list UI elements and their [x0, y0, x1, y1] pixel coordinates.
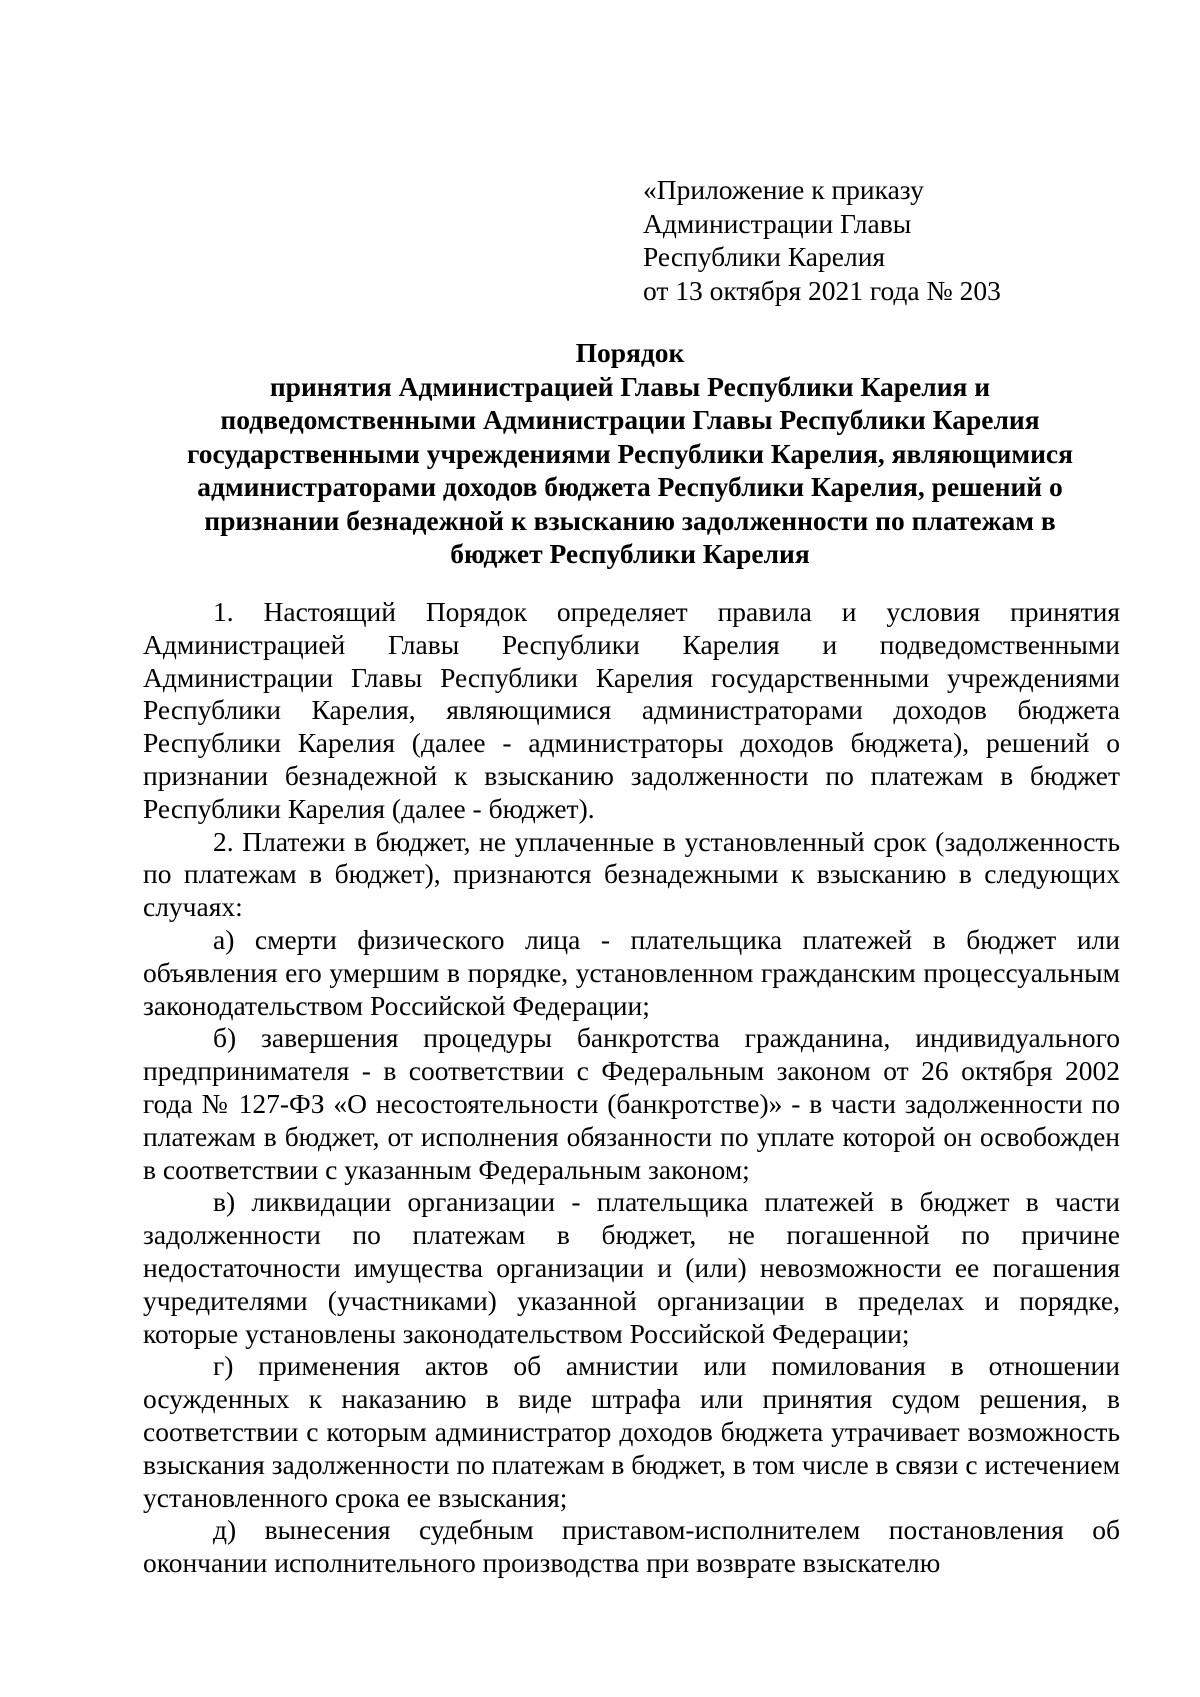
subparagraph-d: д) вынесения судебным приставом-исполнителем постановления об окончании исполнительного производства при возврате взыскателю [143, 1514, 1120, 1579]
appendix-reference [643, 173, 1103, 307]
title-line: государственными учреждениями Республики Карелия, являющимися [186, 437, 1074, 469]
title-line: администраторами доходов бюджета Республики Карелия, решений о [197, 471, 1063, 502]
paragraph-2: 2. Платежи в бюджет, не уплаченные в установленный срок (задолженность по платежам в бюджет), признаются безнадежными к взысканию в следующих случаях: [143, 825, 1120, 923]
title-line: подведомственными Администрации Главы Республики Карелия [220, 404, 1040, 435]
subparagraph-b: б) завершения процедуры банкротства гражданина, индивидуального предпринимателя - в соответствии с Федеральным законом от 26 октября 2002 года № 127-ФЗ «О несостоятельности (банкротстве)» - в части задолженности по платежам в бюджет, от исполнения обязанности по уплате которой он освобожден в соответствии с указанным Федеральным законом; [143, 1022, 1120, 1185]
appendix-line: Республики Карелия [643, 241, 886, 272]
subparagraph-g: г) применения актов об амнистии или помилования в отношении осужденных к наказанию в виде штрафа или принятия судом решения, в соответствии с которым администратор доходов бюджета утрачивает возможность взыскания задолженности по платежам в бюджет, в том числе в связи с истечением установленного срока ее взыскания; [143, 1350, 1120, 1513]
document-title [140, 336, 1120, 571]
subparagraph-v: в) ликвидации организации - плательщика платежей в бюджет в части задолженности по платежам в бюджет, не погашенной по причине недостаточности имущества организации и (или) невозможности ее погашения учредителями (участниками) указанной организации в пределах и порядке, которые установлены законодательством Российской Федерации; [143, 1186, 1120, 1349]
appendix-order-date-number: от 13 октября 2021 года № 203 [643, 274, 1001, 306]
paragraph-1: 1. Настоящий Порядок определяет правила и условия принятия Администрацией Главы Республики Карелия и подведомственными Администрации Главы Республики Карелия государственными учреждениями Республики Карелия, являющимися администраторами доходов бюджета Республики Карелия (далее - администраторы доходов бюджета), решений о признании безнадежной к взысканию задолженности по платежам в бюджет Республики Карелия (далее - бюджет). [143, 596, 1120, 824]
title-line: бюджет Республики Карелия [450, 538, 810, 569]
title-line: принятия Администрацией Главы Республики Карелия и [269, 370, 991, 402]
subparagraph-a: а) смерти физического лица - плательщика платежей в бюджет или объявления его умершим в порядке, установленном гражданским процессуальным законодательством Российской Федерации; [143, 923, 1120, 1021]
document-body [143, 596, 1120, 1580]
title-line: признании безнадежной к взысканию задолженности по платежам в [204, 504, 1056, 536]
title-heading: Порядок [575, 337, 685, 368]
appendix-line: Администрации Главы [643, 207, 912, 239]
appendix-line: «Приложение к приказу [643, 174, 924, 205]
